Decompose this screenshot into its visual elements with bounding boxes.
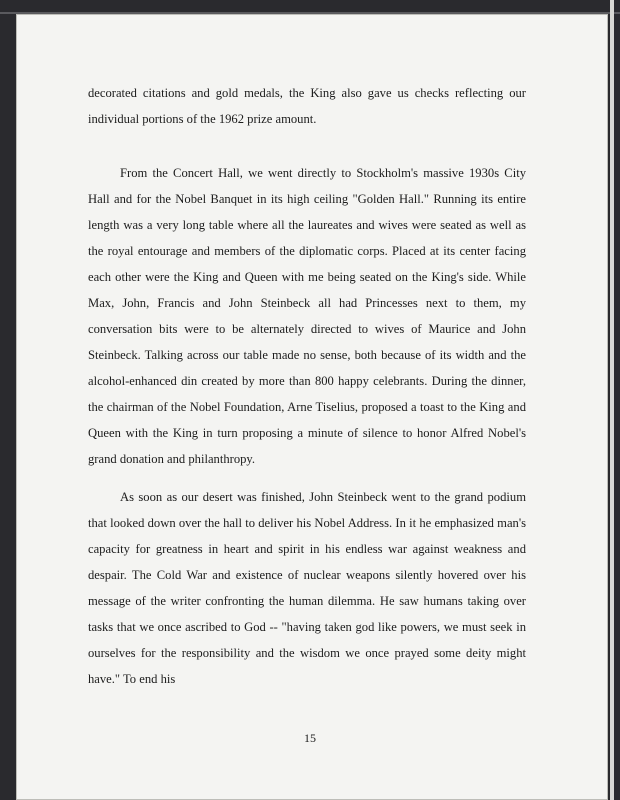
- page-edge: [610, 0, 614, 800]
- page-number: 15: [304, 731, 316, 745]
- paragraph-3: As soon as our desert was finished, John Steinbeck went to the grand podium that looked down over the hall to deliver his Nobel Address. In it he emphasized man's capacity for greatness in heart and spirit in his endless war against weakness and despair. The Cold War and existence of nuclear weapons silently hovered over his message of the writer confronting the human dilemma. He saw humans taking over tasks that we once ascribed to God -- "having taken god like powers, we must seek in ourselves for the responsibility and the wisdom we once prayed some deity might have." To end his: [88, 490, 526, 686]
- paragraph-2: From the Concert Hall, we went directly to Stockholm's massive 1930s City Hall and for the Nobel Banquet in its high ceiling "Golden Hall." Running its entire length was a very long table where all the laureates and wives were seated as well as the royal entourage and members of the diplomatic corps. Placed at its center facing each other were the King and Queen with me being seated on the King's side. While Max, John, Francis and John Steinbeck all had Princesses next to them, my conversation bits were to be alternately directed to wives of Maurice and John Steinbeck. Talking across our table made no sense, both because of its width and the alcohol-enhanced din created by more than 800 happy celebrants. During the dinner, the chairman of the Nobel Foundation, Arne Tiselius, proposed a toast to the King and Queen with the King in turn proposing a minute of silence to honor Alfred Nobel's grand donation and philanthropy.: [88, 166, 526, 466]
- paragraph-1: decorated citations and gold medals, the King also gave us checks reflecting our individual portions of the 1962 prize amount.: [88, 86, 526, 126]
